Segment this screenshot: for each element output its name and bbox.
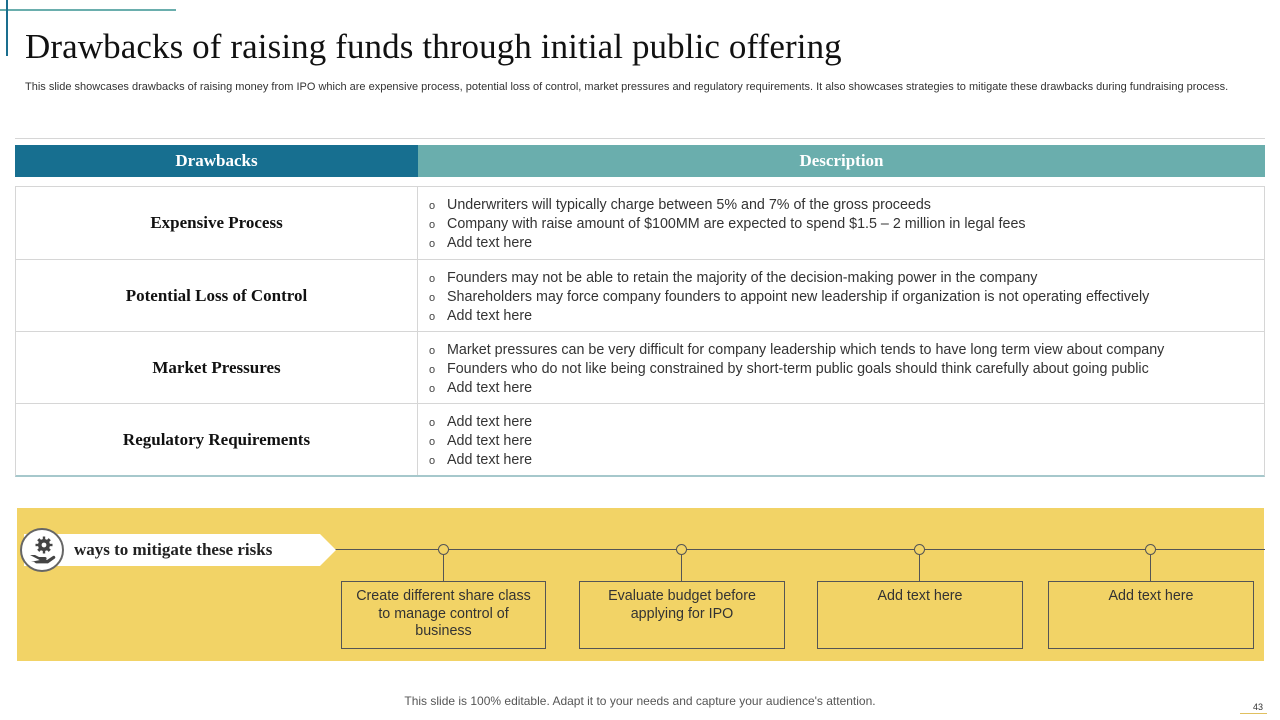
table-row (16, 259, 1264, 331)
list-item: o Market pressures can be very difficult for company leadership which tends to have long term view about company (429, 342, 1264, 361)
drawback-name: Market Pressures (16, 332, 418, 403)
timeline-stem (443, 555, 444, 581)
list-item: o Add text here (429, 433, 1264, 452)
bullet-icon: o (429, 345, 436, 357)
table-top-divider (15, 138, 1265, 139)
list-item: o Underwriters will typically charge between 5% and 7% of the gross proceeds (429, 197, 1264, 216)
bullet-icon: o (429, 417, 436, 429)
mitigation-step: Add text here (817, 581, 1023, 649)
timeline-line (320, 549, 1265, 550)
header-description: Description (418, 145, 1265, 177)
list-item: o Add text here (429, 235, 1264, 254)
bullet-icon: o (429, 364, 436, 376)
timeline-stem (1150, 555, 1151, 581)
drawback-description (418, 332, 1264, 403)
drawback-name: Expensive Process (16, 187, 418, 259)
bullet-icon: o (429, 383, 436, 395)
slide-subtitle: This slide showcases drawbacks of raising money from IPO which are expensive process, potential loss of control, market pressures and regulatory requirements. It also showcases strategies to mitigate these drawbacks during fundraising process. (25, 81, 1229, 93)
hand-gear-icon (20, 528, 64, 572)
bullet-icon: o (429, 436, 436, 448)
list-item: o Shareholders may force company founders to appoint new leadership if organization is not operating effectively (429, 289, 1264, 308)
table-row (16, 187, 1264, 259)
timeline-node (914, 544, 925, 555)
timeline-stem (919, 555, 920, 581)
slide-title: Drawbacks of raising funds through initial public offering (25, 27, 842, 66)
bullet-icon: o (429, 311, 436, 323)
drawback-description (418, 404, 1264, 475)
list-item: o Company with raise amount of $100MM are expected to spend $1.5 – 2 million in legal fees (429, 216, 1264, 235)
list-item: o Add text here (429, 414, 1264, 433)
timeline-node (438, 544, 449, 555)
mitigation-step: Evaluate budget before applying for IPO (579, 581, 785, 649)
hand-gear-icon-graphic (27, 535, 57, 565)
list-item: o Add text here (429, 380, 1264, 399)
bullet-icon: o (429, 273, 436, 285)
corner-accent-horizontal (0, 9, 176, 11)
list-item: o Add text here (429, 308, 1264, 327)
header-drawbacks: Drawbacks (15, 145, 418, 177)
drawback-name: Potential Loss of Control (16, 260, 418, 331)
drawback-description (418, 260, 1264, 331)
bullet-icon: o (429, 292, 436, 304)
drawback-description (418, 187, 1264, 259)
bullet-icon: o (429, 219, 436, 231)
page-number: 43 (1253, 702, 1264, 712)
drawbacks-table (15, 186, 1265, 477)
bullet-icon: o (429, 238, 436, 250)
list-item: o Add text here (429, 452, 1264, 471)
timeline-node (1145, 544, 1156, 555)
timeline-stem (681, 555, 682, 581)
timeline-node (676, 544, 687, 555)
list-item: o Founders may not be able to retain the majority of the decision-making power in the company (429, 270, 1264, 289)
bullet-icon: o (429, 200, 436, 212)
corner-accent-vertical (6, 0, 8, 56)
table-row (16, 403, 1264, 475)
mitigation-step: Create different share class to manage control of business (341, 581, 546, 649)
table-row (16, 331, 1264, 403)
footer-note: This slide is 100% editable. Adapt it to your needs and capture your audience's attention. (404, 694, 876, 708)
mitigation-label: ways to mitigate these risks (74, 540, 273, 559)
drawback-name: Regulatory Requirements (16, 404, 418, 475)
bullet-icon: o (429, 455, 436, 467)
mitigation-step: Add text here (1048, 581, 1254, 649)
list-item: o Founders who do not like being constrained by short-term public goals should think carefully about going public (429, 361, 1264, 380)
page-number-underline (1240, 713, 1267, 714)
